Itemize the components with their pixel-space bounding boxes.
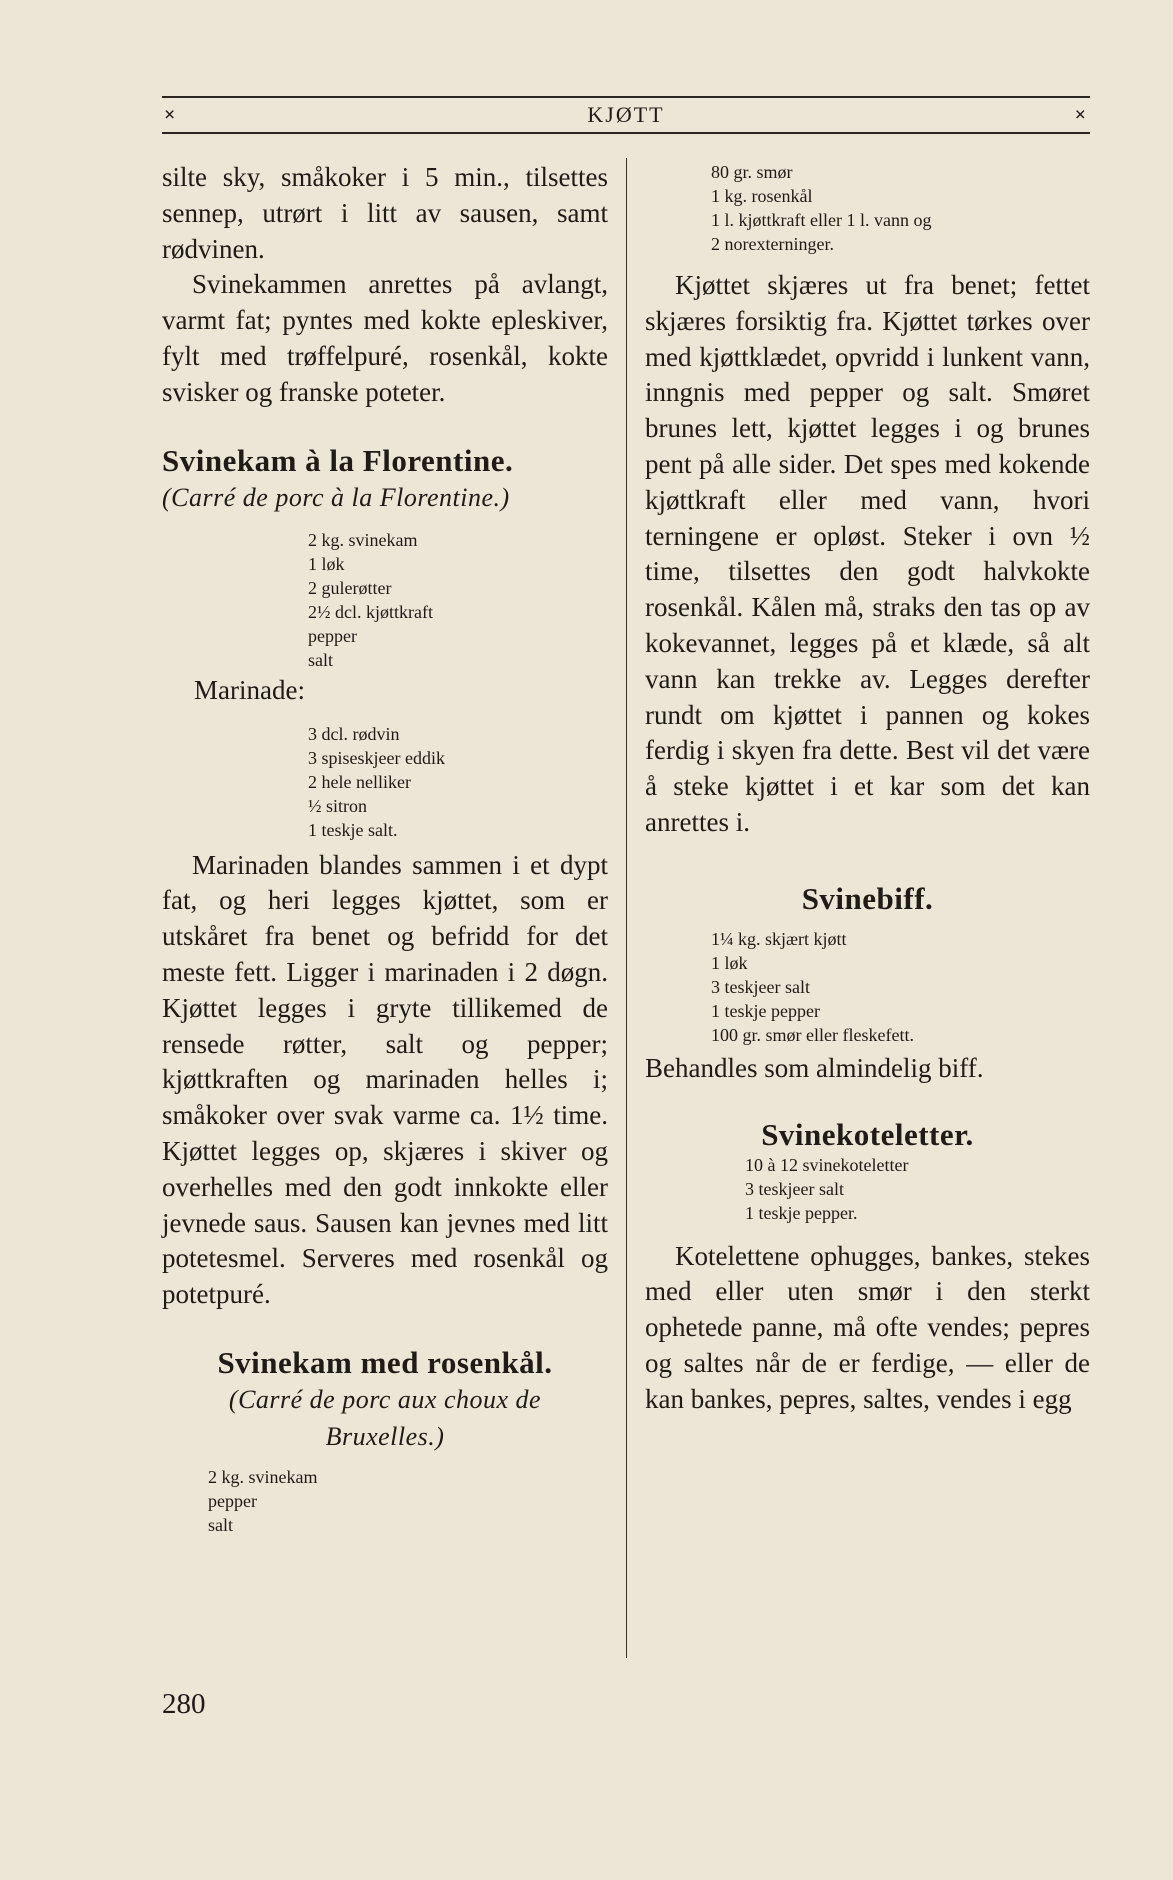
ingredient-item: 2 gulerøtter xyxy=(308,577,392,598)
ingredient-list-florentine xyxy=(308,528,608,672)
ingredient-item: 3 spiseskjeer eddik xyxy=(308,747,445,768)
ingredient-item: 3 teskjeer salt xyxy=(745,1178,844,1199)
running-header xyxy=(162,96,1090,134)
ingredient-item: pepper xyxy=(208,1490,257,1511)
ingredient-item: 2 hele nelliker xyxy=(308,771,411,792)
recipe-title-svinebiff: Svinebiff. xyxy=(801,880,934,916)
recipe-subtitle-rosenkal-2: Bruxelles.) xyxy=(325,1421,445,1451)
ingredient-item: 1¼ kg. skjært kjøtt xyxy=(711,928,847,949)
ingredient-item: 2 kg. svinekam xyxy=(208,1466,318,1487)
recipe-title-svinekoteletter: Svinekoteletter. xyxy=(761,1116,974,1152)
recipe-title-rosenkal: Svinekam med rosenkål. xyxy=(217,1344,553,1380)
ingredient-item: 2 norexterninger. xyxy=(711,234,834,254)
recipe-title-florentine: Svinekam à la Florentine. xyxy=(162,442,514,478)
left-column xyxy=(162,160,608,1537)
marinade-list xyxy=(308,722,608,842)
marinade-label: Marinade: xyxy=(194,674,305,705)
column-divider xyxy=(626,158,627,1658)
ingredient-item: salt xyxy=(308,649,333,670)
ingredient-item: 2 kg. svinekam xyxy=(308,529,418,550)
ingredient-item: 1 teskje salt. xyxy=(308,819,398,840)
ingredient-item: 80 gr. smør xyxy=(711,162,793,182)
ingredient-item: pepper xyxy=(308,625,357,646)
ingredient-item: 3 teskjeer salt xyxy=(711,976,810,997)
ingredient-item: 10 à 12 svinekoteletter xyxy=(745,1154,909,1175)
recipe-text-svinebiff: Behandles som almindelig biff. xyxy=(645,1052,984,1083)
ingredient-item: 3 dcl. rødvin xyxy=(308,723,400,744)
ingredient-list-svinekoteletter xyxy=(745,1153,1090,1225)
header-right-ornament: × xyxy=(1074,103,1088,126)
ingredient-item: 1 løk xyxy=(308,553,345,574)
recipe-subtitle-rosenkal-1: (Carré de porc aux choux de xyxy=(228,1384,542,1414)
ingredient-list-rosenkal xyxy=(208,1465,608,1537)
page-number: 280 xyxy=(162,1688,206,1720)
recipe-text-florentine: Marinaden blandes sammen i et dypt fat, og heri legges kjøttet, som er utskåret fra benet og befridd for det meste fett. Ligger i marinaden i 2 døgn. Kjøttet legges i gryte tillikemed de rensede røtter, salt og pepper; kjøttkraften og marinaden helles i; småkoker over svak varme ca. 1½ time. Kjøttet legges op, skjæres i skiver og overhelles med den godt innkokte eller jevnede saus. Sausen kan jevnes med litt potetesmel. Serveres med rosenkål og potetpuré. xyxy=(162,849,608,1310)
ingredient-item: 1 l. kjøttkraft eller 1 l. vann og xyxy=(711,210,932,230)
serving-paragraph: Svinekammen anrettes på avlangt, varmt fat; pyntes med kokte epleskiver, fylt med trøffelpuré, rosenkål, kokte svisker og franske poteter. xyxy=(162,269,608,407)
recipe-text-rosenkal: Kjøttet skjæres ut fra benet; fettet skjæres forsiktig fra. Kjøttet tørkes over med kjøttklædet, opvridd i lunkent vann, inngnis med pepper og salt. Smøret brunes lett, kjøttet legges i og brunes pent på alle sider. Det spes med kokende kjøttkraft eller med vann, hvori terningene er opløst. Steker i ovn ½ time, tilsettes den godt halvkokte rosenkål. Kålen må, straks den tas op av kokevannet, legges på et klæde, så alt vann kan trekke av. Legges derefter rundt om kjøttet i pannen og kokes ferdig i skyen fra dette. Best vil det være å steke kjøttet i et kar som det kan anrettes i. xyxy=(645,270,1090,837)
ingredient-list-svinebiff xyxy=(711,927,1090,1047)
chapter-title: KJØTT xyxy=(587,102,665,127)
continued-text: silte sky, småkoker i 5 min., tilsettes sennep, utrørt i litt av sausen, samt rødvinen. xyxy=(162,162,608,264)
header-left-ornament: × xyxy=(164,103,178,126)
ingredient-item: 1 teskje pepper xyxy=(711,1000,820,1021)
ingredient-item: 2½ dcl. kjøttkraft xyxy=(308,601,433,622)
ingredient-item: 1 kg. rosenkål xyxy=(711,186,813,206)
ingredient-item: 100 gr. smør eller fleskefett. xyxy=(711,1024,914,1045)
ingredient-item: salt xyxy=(208,1514,233,1535)
ingredient-item: ½ sitron xyxy=(308,795,368,816)
ingredient-item: 1 teskje pepper. xyxy=(745,1202,858,1223)
ingredient-list-rosenkal-cont xyxy=(711,160,1090,256)
recipe-subtitle-florentine: (Carré de porc à la Florentine.) xyxy=(162,482,510,512)
right-column xyxy=(645,160,1090,1418)
ingredient-item: 1 løk xyxy=(711,952,748,973)
recipe-text-svinekoteletter: Kotelettene ophugges, bankes, stekes med eller uten smør i den sterkt ophetede panne, må ofte vendes; pepres og saltes når de er ferdige, — eller de kan bankes, pepres, saltes, vendes i egg xyxy=(645,1240,1090,1414)
